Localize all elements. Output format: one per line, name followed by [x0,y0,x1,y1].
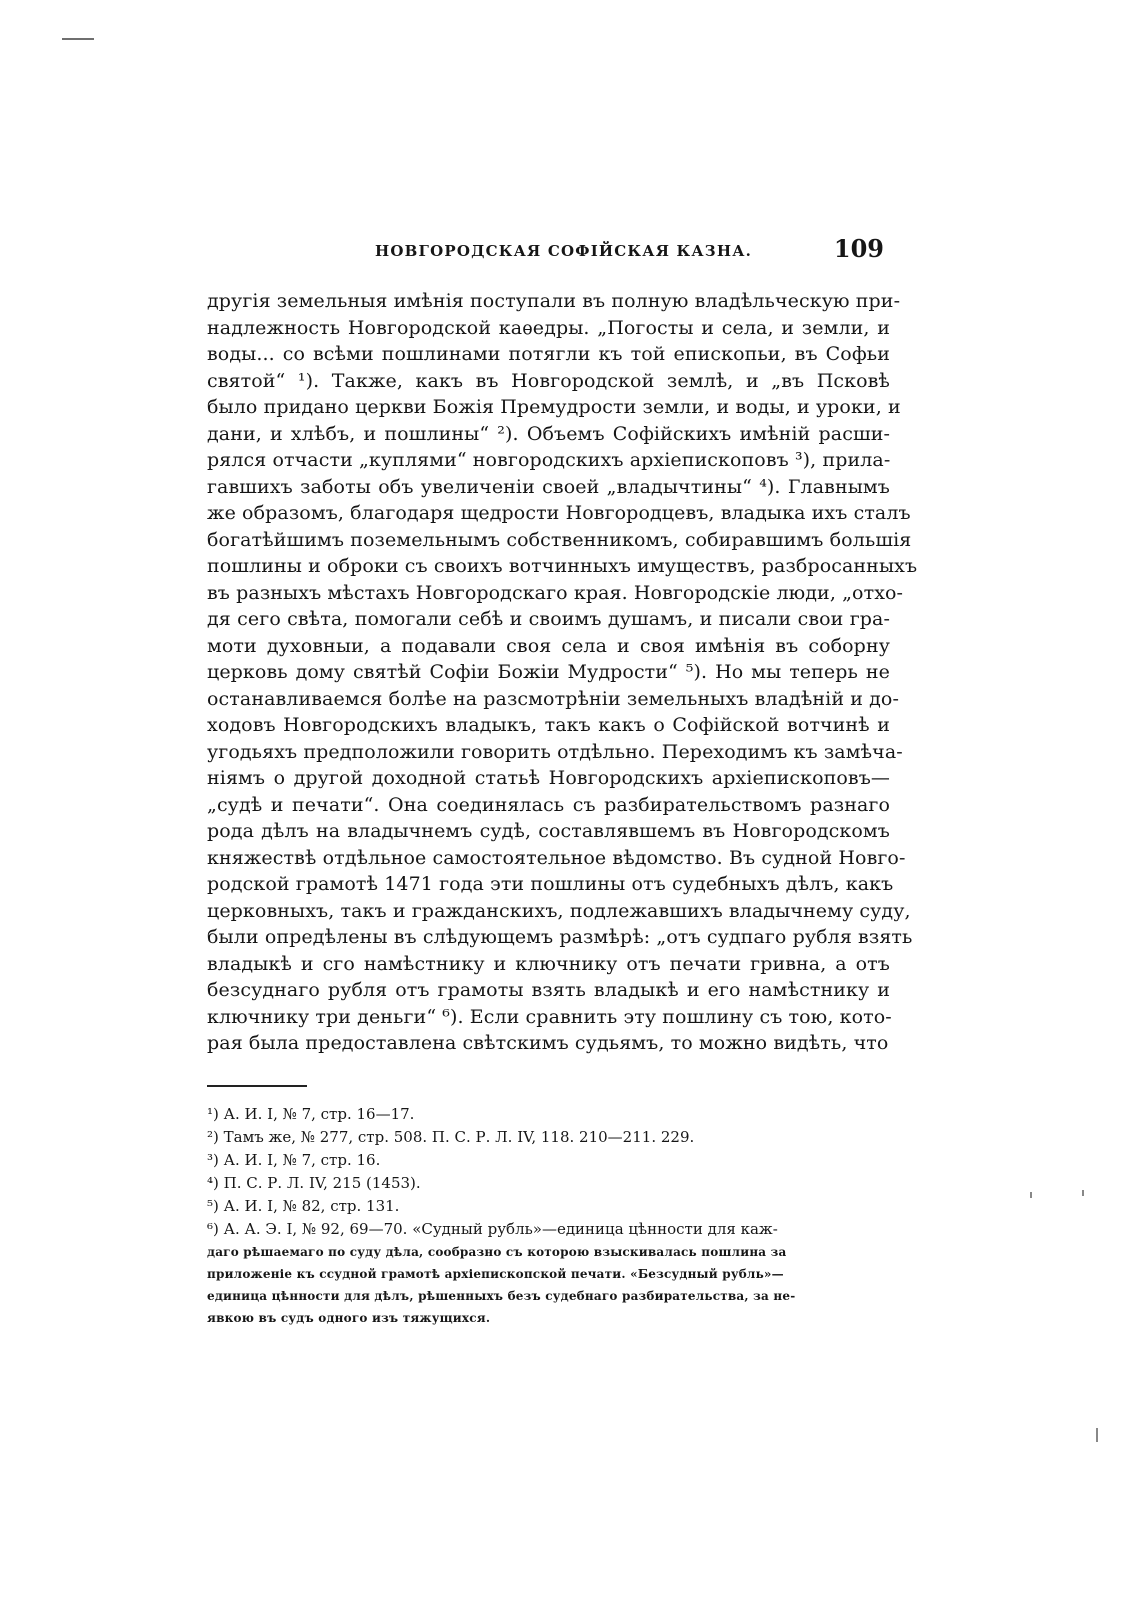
text-line: останавливаемся болѣе на разсмотрѣніи земельныхъ владѣній и до- [207,687,899,710]
footnote: ⁵) А. И. I, № 82, стр. 131. [207,1196,400,1215]
footnote-continuation: единица цѣнности для дѣлъ, рѣшенныхъ безъ судебнаго разбирательства, за не- [207,1288,796,1303]
text-line: воды... со всѣми пошлинами потягли къ той епископьи, въ Софьи [207,343,890,365]
scan-speck [1082,1190,1084,1196]
text-line: ходовъ Новгородскихъ владыкъ, такъ какъ о Софійской вотчинѣ и [207,714,890,736]
text-line: церковныхъ, такъ и гражданскихъ, подлежавшихъ владычнему суду, [207,899,911,922]
text-line: угодьяхъ предположили говорить отдѣльно. Переходимъ къ замѣча- [207,740,903,763]
text-line: церковь дому святѣй Софіи Божіи Мудрости“ ⁵). Но мы теперь не [207,661,890,683]
footnote: ³) А. И. I, № 7, стр. 16. [207,1150,381,1169]
text-line: гавшихъ заботы объ увеличеніи своей „владычтины“ ⁴). Главнымъ [207,475,890,498]
running-head [207,234,890,276]
footnote: ²) Тамъ же, № 277, стр. 508. П. С. Р. Л. IV, 118. 210—211. 229. [207,1127,695,1146]
footnote-continuation: явкою въ судъ одного изъ тяжущихся. [207,1310,491,1325]
text-line: было придано церкви Божія Премудрости земли, и воды, и уроки, и [207,396,901,418]
text-line: ключнику три деньги“ ⁶). Если сравнить эту пошлину съ тою, кото- [207,1005,892,1028]
text-line: княжествѣ отдѣльное самостоятельное вѣдомство. Въ судной Новго- [207,846,906,869]
text-line: другія земельныя имѣнія поступали въ полную владѣльческую при- [207,290,901,312]
text-line: „судѣ и печати“. Она соединялась съ разбирательствомъ разнаго [207,793,890,816]
text-line: богатѣйшимъ поземельнымъ собственникомъ, собиравшимъ большія [207,528,912,551]
text-line: святой“ ¹). Также, какъ въ Новгородской землѣ, и „въ Псковѣ [207,369,890,392]
text-line: пошлины и оброки съ своихъ вотчинныхъ имуществъ, разбросанныхъ [207,555,918,577]
text-line: рода дѣлъ на владычнемъ судѣ, составлявшемъ въ Новгородскомъ [207,820,890,842]
footnote: ¹) А. И. I, № 7, стр. 16—17. [207,1104,415,1123]
text-line: владыкѣ и сго намѣстнику и ключнику отъ печати гривна, а отъ [207,952,890,975]
body-paragraph [207,288,918,1057]
scan-speck [1030,1192,1032,1198]
scan-edge-mark [62,38,94,40]
footnote-continuation: даго рѣшаемаго по суду дѣла, сообразно съ которою взыскивалась пошлина за [207,1244,787,1259]
footnote: ⁴) П. С. Р. Л. IV, 215 (1453). [207,1173,421,1192]
text-line: рялся отчасти „куплями“ новгородскихъ архіепископовъ ³), прила- [207,449,891,471]
text-line: надлежность Новгородской каѳедры. „Погосты и села, и земли, и [207,316,890,339]
running-title: НОВГОРОДСКАЯ СОФІЙСКАЯ КАЗНА. [375,242,753,260]
text-line: рая была предоставлена свѣтскимъ судьямъ, то можно видѣть, что [207,1032,889,1054]
text-line: же образомъ, благодаря щедрости Новгородцевъ, владыка ихъ сталъ [207,502,911,524]
scan-speck [1096,1428,1098,1442]
text-line: дя сего свѣта, помогали себѣ и своимъ душамъ, и писали свои гра- [207,608,890,630]
text-line: родской грамотѣ 1471 года эти пошлины отъ судебныхъ дѣлъ, какъ [207,873,894,895]
text-line: безсуднаго рубля отъ грамоты взять владыкѣ и его намѣстнику и [207,979,890,1001]
footnote-continuation: приложеніе къ ссудной грамотѣ архіепископской печати. «Безсудный рубль»— [207,1266,784,1281]
page-number: 109 [833,234,884,263]
text-line: ніямъ о другой доходной статьѣ Новгородскихъ архіепископовъ— [207,767,890,789]
footnote: ⁶) А. А. Э. I, № 92, 69—70. «Судный рубль»—единица цѣнности для каж- [207,1219,778,1238]
footnotes [207,1103,890,1329]
footnote-rule [207,1085,307,1087]
text-line: въ разныхъ мѣстахъ Новгородскаго края. Новгородскіе люди, „отхо- [207,581,904,604]
text-line: моти духовныи, а подавали своя села и своя имѣнія въ соборну [207,634,890,657]
book-page [207,234,918,1329]
text-line: дани, и хлѣбъ, и пошлины“ ²). Объемъ Софійскихъ имѣній расши- [207,422,890,445]
text-line: были опредѣлены въ слѣдующемъ размѣрѣ: „отъ судпаго рубля взять [207,926,913,948]
